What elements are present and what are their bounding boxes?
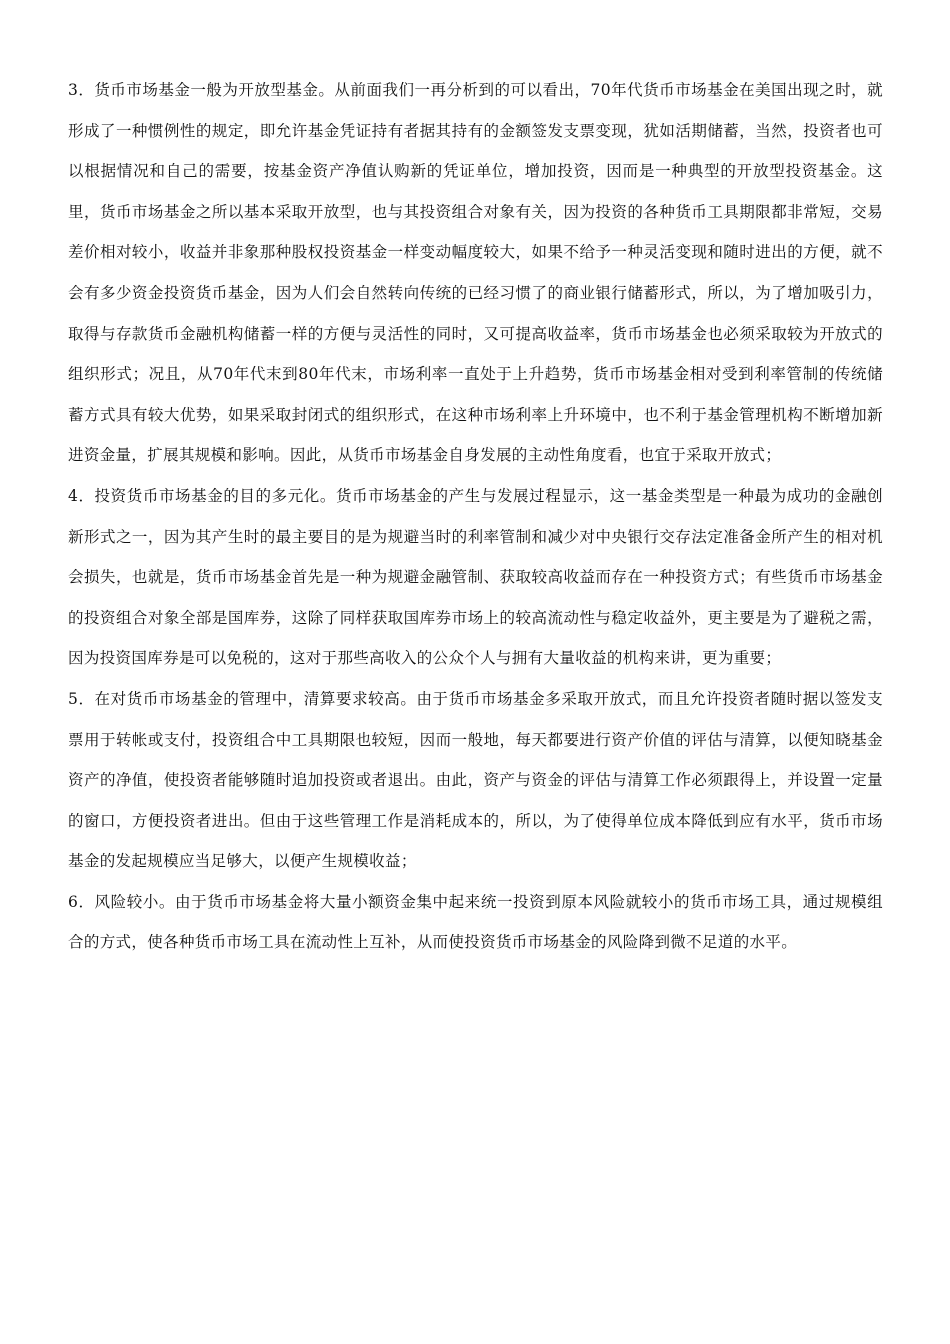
document-body (68, 70, 883, 963)
paragraph-item-3: 3．货币市场基金一般为开放型基金。从前面我们一再分析到的可以看出，70年代货币市场基金在美国出现之时，就形成了一种惯例性的规定，即允许基金凭证持有者据其持有的金额签发支票变现，犹如活期储蓄，当然，投资者也可以根据情况和自己的需要，按基金资产净值认购新的凭证单位，增加投资，因而是一种典型的开放型投资基金。这里，货币市场基金之所以基本采取开放型，也与其投资组合对象有关，因为投资的各种货币工具期限都非常短，交易差价相对较小，收益并非象那种股权投资基金一样变动幅度较大，如果不给予一种灵活变现和随时进出的方便，就不会有多少资金投资货币基金，因为人们会自然转向传统的已经习惯了的商业银行储蓄形式，所以，为了增加吸引力，取得与存款货币金融机构储蓄一样的方便与灵活性的同时，又可提高收益率，货币市场基金也必须采取较为开放式的组织形式；况且，从70年代末到80年代末，市场利率一直处于上升趋势，货币市场基金相对受到利率管制的传统储蓄方式具有较大优势，如果采取封闭式的组织形式，在这种市场利率上升环境中，也不利于基金管理机构不断增加新进资金量，扩展其规模和影响。因此，从货币市场基金自身发展的主动性角度看，也宜于采取开放式； (68, 81, 883, 465)
paragraph-item-5: 5．在对货币市场基金的管理中，清算要求较高。由于货币市场基金多采取开放式，而且允许投资者随时据以签发支票用于转帐或支付，投资组合中工具期限也较短，因而一般地，每天都要进行资产价值的评估与清算，以便知晓基金资产的净值，使投资者能够随时追加投资或者退出。由此，资产与资金的评估与清算工作必须跟得上，并设置一定量的窗口，方便投资者进出。但由于这些管理工作是消耗成本的，所以，为了使得单位成本降低到应有水平，货币市场基金的发起规模应当足够大，以便产生规模收益； (68, 689, 883, 871)
paragraph-item-4: 4．投资货币市场基金的目的多元化。货币市场基金的产生与发展过程显示，这一基金类型是一种最为成功的金融创新形式之一，因为其产生时的最主要目的是为规避当时的利率管制和减少对中央银行交存法定准备金所产生的相对机会损失，也就是，货币市场基金首先是一种为规避金融管制、获取较高收益而存在一种投资方式；有些货币市场基金的投资组合对象全部是国库券，这除了同样获取国库券市场上的较高流动性与稳定收益外，更主要是为了避税之需，因为投资国库券是可以免税的，这对于那些高收入的公众个人与拥有大量收益的机构来讲，更为重要； (68, 486, 883, 668)
paragraph-item-6: 6．风险较小。由于货币市场基金将大量小额资金集中起来统一投资到原本风险就较小的货币市场工具，通过规模组合的方式，使各种货币市场工具在流动性上互补，从而使投资货币市场基金的风险降到微不足道的水平。 (68, 892, 883, 952)
